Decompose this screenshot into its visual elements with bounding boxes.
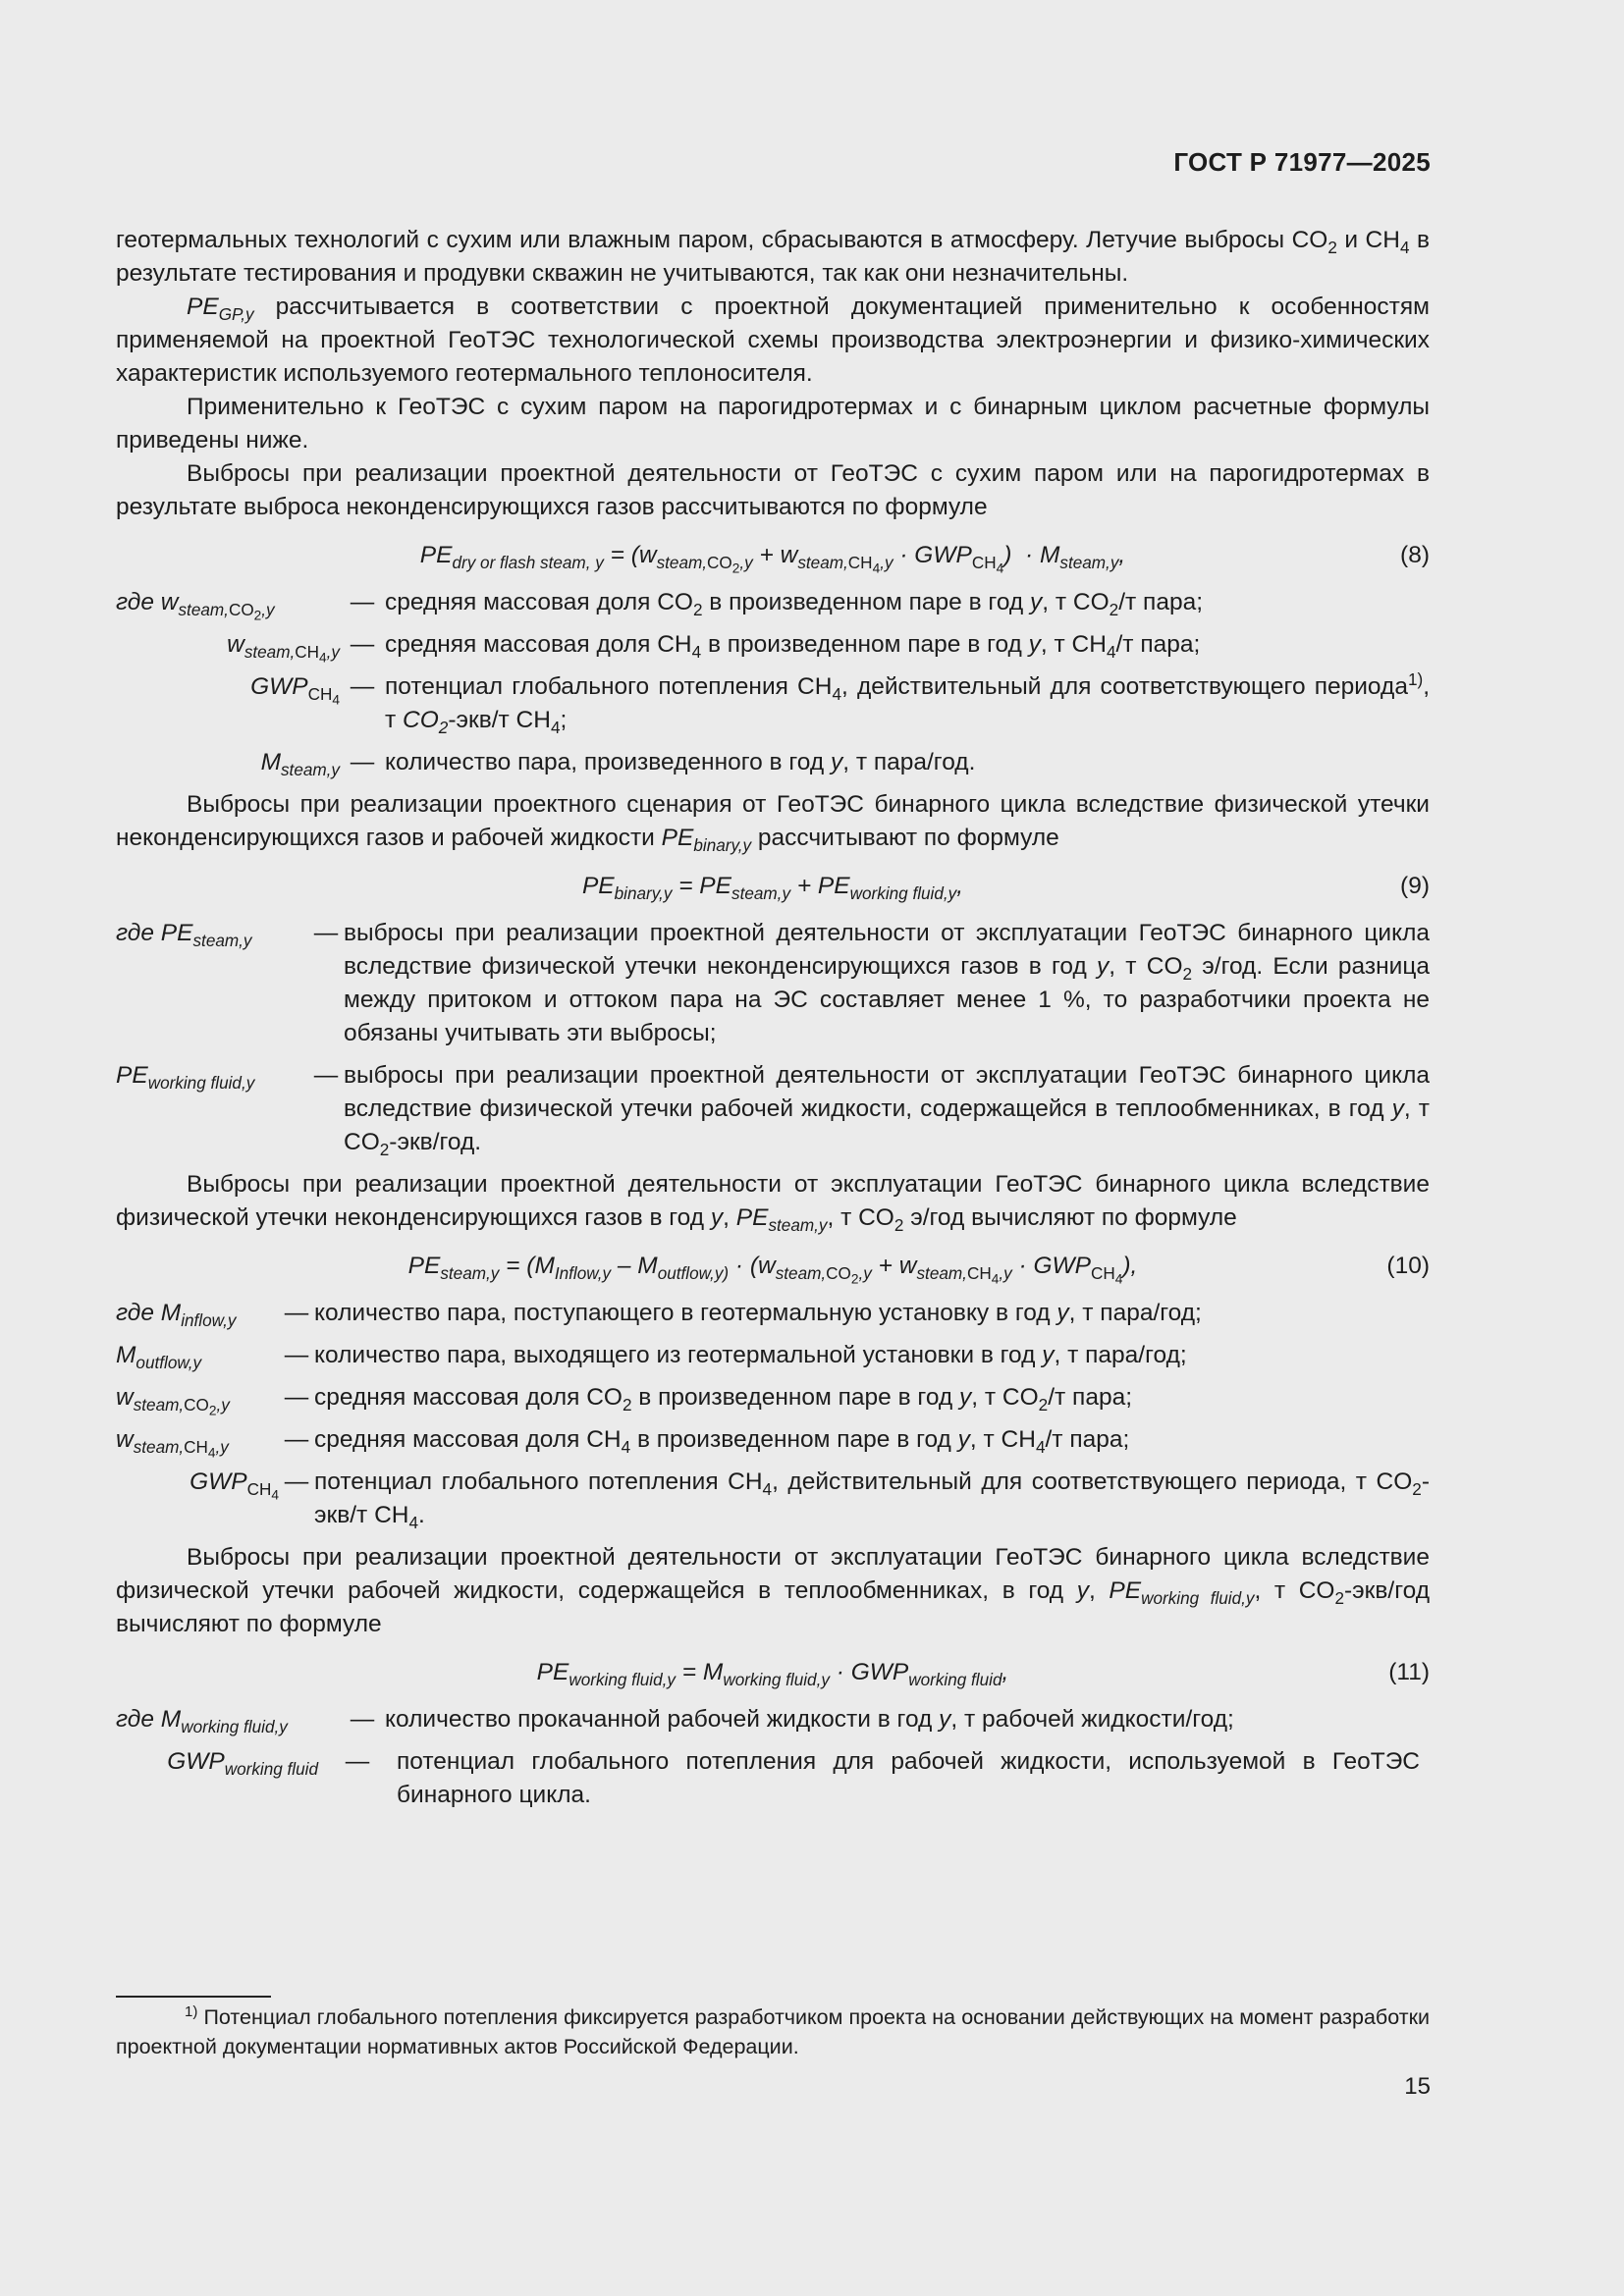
- footnote-marker: 1): [185, 2002, 198, 2020]
- paragraph: Выбросы при реализации проектной деятельности от ГеоТЭС с сухим паром или на парогидротермах в результате выброса неконденсирующихся газов рассчитываются по формуле: [116, 460, 1430, 520]
- definition-item: $M_{outflow,y}$ — количество пара, выходящего из геотермальной установки в год y, т пара/год;: [116, 1342, 1187, 1372]
- definition-item: $w_{steam,CO_2,y}$ — средняя массовая доля $CO_2$ в произведенном паре в год y, т $CO_2/т$ пара;: [116, 1384, 1133, 1418]
- formula-10: $PE_{steam,y} = (M_{Inflow,y} - M_{outflow,y)} \cdot (w_{steam,CO_2,y} + w_{steam,CH_4,y} \cdot GWP_{CH_4})$, (10): [116, 1242, 1430, 1291]
- page-content: [116, 224, 1430, 1821]
- definition-item: $M_{steam,y}$ — количество пара, произведенного в год y, т пара/год.: [260, 749, 976, 779]
- footnote: [116, 2002, 1430, 2061]
- paragraph: Применительно к ГеоТЭС с сухим паром на парогидротермах и с бинарным циклом расчетные формулы приведены ниже.: [116, 394, 1430, 454]
- formula-8: $PE_{dry or flash steam, y} = (w_{steam,CO_2,y} + w_{steam,CH_4,y} \cdot GWP_{CH_4}) \cdot M_{steam,y}$, (8): [116, 531, 1430, 580]
- formula-number: (9): [1400, 873, 1430, 899]
- paragraph: $PE_{GP,y}$ рассчитывается в соответствии с проектной документацией применительно к особенностям применяемой на проектной ГеоТЭС технологической схемы производства электроэнергии и физико-химических характеристик используемого геотермального теплоносителя.: [116, 294, 1430, 387]
- definition-item: $GWP_{CH_4}$ — потенциал глобального потепления $CH_4$, действительный для соответствующего периода, т $CO_2-экв/т$ $CH_4$.: [189, 1468, 1431, 1532]
- footnote-text: Потенциал глобального потепления фиксируется разработчиком проекта на основании действующих на момент разработки проектной документации нормативных актов Российской Федерации.: [116, 2005, 1430, 2058]
- definition-item: $GWP_{working fluid}$ — потенциал глобального потепления для рабочей жидкости, используемой в ГеоТЭС бинарного цикла.: [167, 1748, 1420, 1808]
- definitions-list: [116, 1297, 1430, 1532]
- definition-item: где $w_{steam,CO_2,y}$ — средняя массовая доля $CO_2$ в произведенном паре в год y, т $CO_2/т$ пара;: [116, 589, 1204, 623]
- formula-number: (11): [1388, 1659, 1430, 1685]
- definition-item: $GWP_{CH_4}$ — потенциал глобального потепления $CH_4$, действительный для соответствующего периода$^{1)}$, т $CO_2-экв/т$ $CH_4$;: [250, 668, 1431, 737]
- paragraph: Выбросы при реализации проектной деятельности от эксплуатации ГеоТЭС бинарного цикла вследствие физической утечки рабочей жидкости, содержащейся в теплообменниках, в год y, $PE_{working fluid,y}$, т $CO_2-экв$/год вычисляют по формуле: [116, 1544, 1430, 1637]
- page-number: 15: [1404, 2073, 1431, 2100]
- formula-number: (10): [1386, 1253, 1430, 1279]
- definition-item: $PE_{working fluid,y}$ — выбросы при реализации проектной деятельности от эксплуатации ГеоТЭС бинарного цикла вследствие физической утечки рабочей жидкости, содержащейся в теплообменниках, в год y, т $CO_2-экв$/год.: [116, 1062, 1431, 1159]
- definition-item: где $M_{inflow,y}$ — количество пара, поступающего в геотермальную установку в год y, т пара/год;: [116, 1300, 1202, 1330]
- paragraph: Выбросы при реализации проектной деятельности от эксплуатации ГеоТЭС бинарного цикла вследствие физической утечки неконденсирующихся газов в год y, $PE_{steam,y}$, т $CO_2$ э/год вычисляют по формуле: [116, 1171, 1430, 1235]
- formula-9: $PE_{binary,y} = PE_{steam,y} + PE_{working fluid,y}$, (9): [116, 862, 1430, 911]
- formula-number: (8): [1400, 542, 1430, 568]
- document-header: ГОСТ Р 71977—2025: [1173, 147, 1431, 177]
- definitions-list: [116, 586, 1430, 779]
- paragraph: геотермальных технологий с сухим или влажным паром, сбрасываются в атмосферу. Летучие выбросы $CO_2$ и $CH_4$ в результате тестирования и продувки скважин не учитываются, так как они незначительны.: [116, 227, 1431, 287]
- definition-item: где $M_{working fluid,y}$ — количество прокачанной рабочей жидкости в год y, т рабочей жидкости/год;: [116, 1706, 1234, 1736]
- definition-item: $w_{steam,CH_4,y}$ — средняя массовая доля $CH_4$ в произведенном паре в год y, т $CH_4/т$ пара;: [227, 631, 1201, 666]
- definitions-list: [116, 917, 1430, 1159]
- footnote-separator: [116, 1996, 271, 1998]
- formula-11: $PE_{working fluid,y} = M_{working fluid,y} \cdot GWP_{working fluid}$, (11): [116, 1648, 1430, 1697]
- definition-item: $w_{steam,CH_4,y}$ — средняя массовая доля $CH_4$ в произведенном паре в год y, т $CH_4/т$ пара;: [116, 1426, 1130, 1461]
- paragraph: Выбросы при реализации проектного сценария от ГеоТЭС бинарного цикла вследствие физической утечки неконденсирующихся газов и рабочей жидкости $PE_{binary,y}$ рассчитывают по формуле: [116, 791, 1430, 855]
- definitions-list: [116, 1703, 1430, 1812]
- definition-item: где $PE_{steam,y}$ — выбросы при реализации проектной деятельности от эксплуатации ГеоТЭС бинарного цикла вследствие физической утечки неконденсирующихся газов в год y, т $CO_2$ э/год. Если разница между притоком и оттоком пара на ЭС составляет менее 1 %, то разработчики проекта не обязаны учитывать эти выбросы;: [116, 920, 1430, 1046]
